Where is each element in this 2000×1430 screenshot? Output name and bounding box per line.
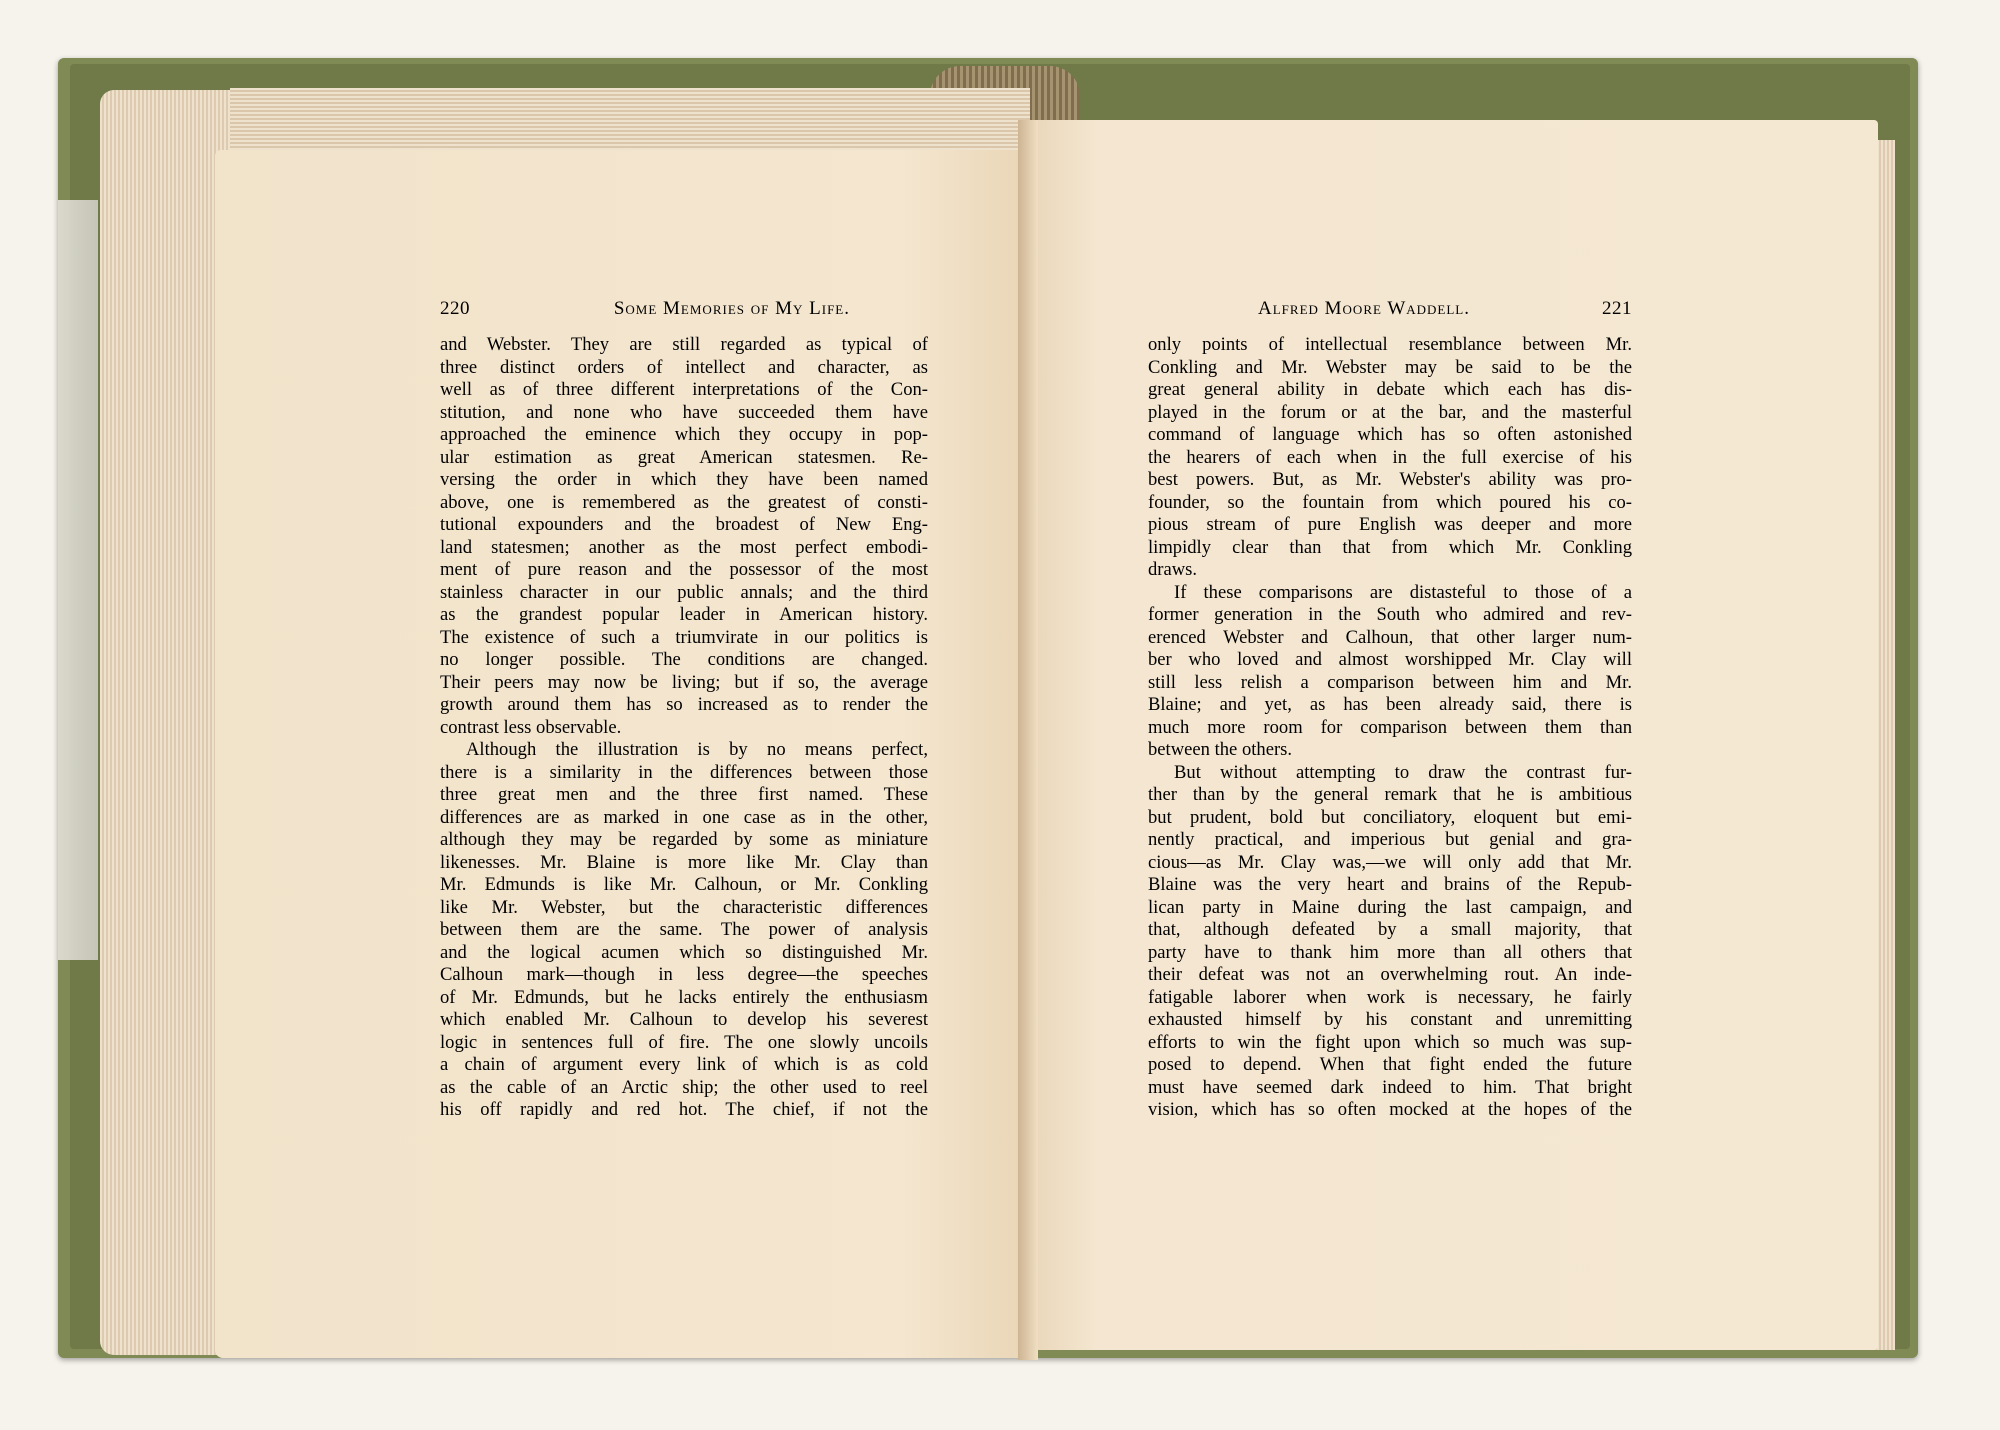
text-line: Mr. Edmunds is like Mr. Calhoun, or Mr. Conkling xyxy=(440,874,928,895)
left-page-body xyxy=(440,334,928,1122)
text-line: posed to depend. When that fight ended the future xyxy=(1148,1054,1632,1075)
text-line: of Mr. Edmunds, but he lacks entirely the enthusiasm xyxy=(440,986,928,1008)
text-line: efforts to win the fight upon which so much was sup- xyxy=(1148,1031,1632,1053)
text-line: between them are the same. The power of analysis xyxy=(440,919,928,940)
text-line: that, although defeated by a small majority, that xyxy=(1148,919,1632,940)
text-line: ber who loved and almost worshipped Mr. Clay will xyxy=(1148,649,1632,670)
text-line: fatigable laborer when work is necessary, he fairly xyxy=(1148,986,1632,1008)
text-line: above, one is remembered as the greatest of consti- xyxy=(440,491,928,513)
text-line: and Webster. They are still regarded as typical of xyxy=(440,334,928,355)
text-line: Calhoun mark—though in less degree—the speeches xyxy=(440,964,928,985)
text-line: likenesses. Mr. Blaine is more like Mr. Clay than xyxy=(440,851,928,873)
text-line: stainless character in our public annals; and the third xyxy=(440,581,928,603)
text-line: ular estimation as great American statesmen. Re- xyxy=(440,446,928,468)
text-line: If these comparisons are distasteful to those of a xyxy=(1174,581,1632,603)
text-line: draws. xyxy=(1148,559,1198,580)
right-page-number: 221 xyxy=(1602,298,1632,319)
text-line: a chain of argument every link of which is as cold xyxy=(440,1054,928,1075)
text-line: ment of pure reason and the possessor of the most xyxy=(440,559,928,580)
text-line: former generation in the South who admired and rev- xyxy=(1148,604,1632,625)
text-line: although they may be regarded by some as miniature xyxy=(440,829,928,850)
right-page-body xyxy=(1148,334,1632,1122)
left-page-text-area xyxy=(440,298,928,1198)
left-running-head xyxy=(440,298,928,320)
text-line: Blaine was the very heart and brains of the Repub- xyxy=(1148,874,1632,895)
text-line: best powers. But, as Mr. Webster's ability was pro- xyxy=(1148,469,1632,490)
text-line: as the grandest popular leader in American history. xyxy=(440,604,928,625)
text-line: stitution, and none who have succeeded them have xyxy=(440,401,928,423)
text-line: well as of three different interpretations of the Con- xyxy=(440,379,928,400)
text-line: party have to thank him more than all others that xyxy=(1148,941,1632,963)
text-line: versing the order in which they have been named xyxy=(440,469,928,490)
right-page-text-area xyxy=(1148,298,1632,1198)
text-line: between the others. xyxy=(1148,739,1293,760)
text-line: great general ability in debate which each has dis- xyxy=(1148,379,1632,400)
text-line: three great men and the three first named. These xyxy=(440,784,928,805)
text-line: erenced Webster and Calhoun, that other larger num- xyxy=(1148,626,1632,648)
book-gutter xyxy=(1018,120,1038,1360)
text-line: must have seemed dark indeed to him. That bright xyxy=(1148,1076,1632,1098)
text-line: growth around them has so increased as to render the xyxy=(440,694,928,715)
text-line: which enabled Mr. Calhoun to develop his severest xyxy=(440,1009,928,1030)
text-line: much more room for comparison between them than xyxy=(1148,716,1632,738)
text-line: lican party in Maine during the last campaign, and xyxy=(1148,896,1632,918)
text-line: limpidly clear than that from which Mr. Conkling xyxy=(1148,536,1632,558)
text-line: Their peers may now be living; but if so, the average xyxy=(440,671,928,693)
text-line: but prudent, bold but conciliatory, eloquent but emi- xyxy=(1148,806,1632,828)
text-line: Although the illustration is by no means perfect, xyxy=(466,739,928,760)
text-line: The existence of such a triumvirate in our politics is xyxy=(440,626,928,648)
text-line: cious—as Mr. Clay was,—we will only add that Mr. xyxy=(1148,851,1632,873)
text-line: played in the forum or at the bar, and the masterful xyxy=(1148,401,1632,423)
text-line: three distinct orders of intellect and character, as xyxy=(440,356,928,378)
text-line: approached the eminence which they occupy in pop- xyxy=(440,424,928,445)
text-line: tutional expounders and the broadest of New Eng- xyxy=(440,514,928,535)
right-running-head xyxy=(1148,298,1632,320)
text-line: his off rapidly and red hot. The chief, if not the xyxy=(440,1099,928,1120)
text-line: no longer possible. The conditions are changed. xyxy=(440,649,928,670)
text-line: only points of intellectual resemblance between Mr. xyxy=(1148,334,1632,355)
text-line: exhausted himself by his constant and unremitting xyxy=(1148,1009,1632,1030)
text-line: Blaine; and yet, as has been already said, there is xyxy=(1148,694,1632,715)
text-line: there is a similarity in the differences between those xyxy=(440,761,928,783)
text-line: their defeat was not an overwhelming rout. An inde- xyxy=(1148,964,1632,985)
text-line: like Mr. Webster, but the characteristic differences xyxy=(440,896,928,918)
text-line: pious stream of pure English was deeper and more xyxy=(1148,514,1632,535)
text-line: as the cable of an Arctic ship; the other used to reel xyxy=(440,1076,928,1098)
right-running-title: Alfred Moore Waddell. xyxy=(1258,298,1471,319)
text-line: and the logical acumen which so distinguished Mr. xyxy=(440,941,928,963)
text-line: logic in sentences full of fire. The one slowly uncoils xyxy=(440,1031,928,1053)
text-line: ther than by the general remark that he is ambitious xyxy=(1148,784,1632,805)
text-line: the hearers of each when in the full exercise of his xyxy=(1148,446,1632,468)
text-line: land statesmen; another as the most perfect embodi- xyxy=(440,536,928,558)
left-running-title: Some Memories of My Life. xyxy=(613,298,850,319)
text-line: But without attempting to draw the contrast fur- xyxy=(1174,761,1632,783)
text-line: founder, so the fountain from which poured his co- xyxy=(1148,491,1632,513)
text-line: nently practical, and imperious but genial and gra- xyxy=(1148,829,1632,850)
left-page-number: 220 xyxy=(440,298,470,319)
text-line: contrast less observable. xyxy=(440,716,622,738)
page-block-edge-top xyxy=(230,88,1030,158)
text-line: vision, which has so often mocked at the hopes of the xyxy=(1148,1099,1632,1120)
text-line: differences are as marked in one case as in the other, xyxy=(440,806,928,828)
repair-tape xyxy=(58,200,98,960)
text-line: Conkling and Mr. Webster may be said to be the xyxy=(1148,356,1632,378)
text-line: still less relish a comparison between him and Mr. xyxy=(1148,671,1632,693)
text-line: command of language which has so often astonished xyxy=(1148,424,1632,445)
